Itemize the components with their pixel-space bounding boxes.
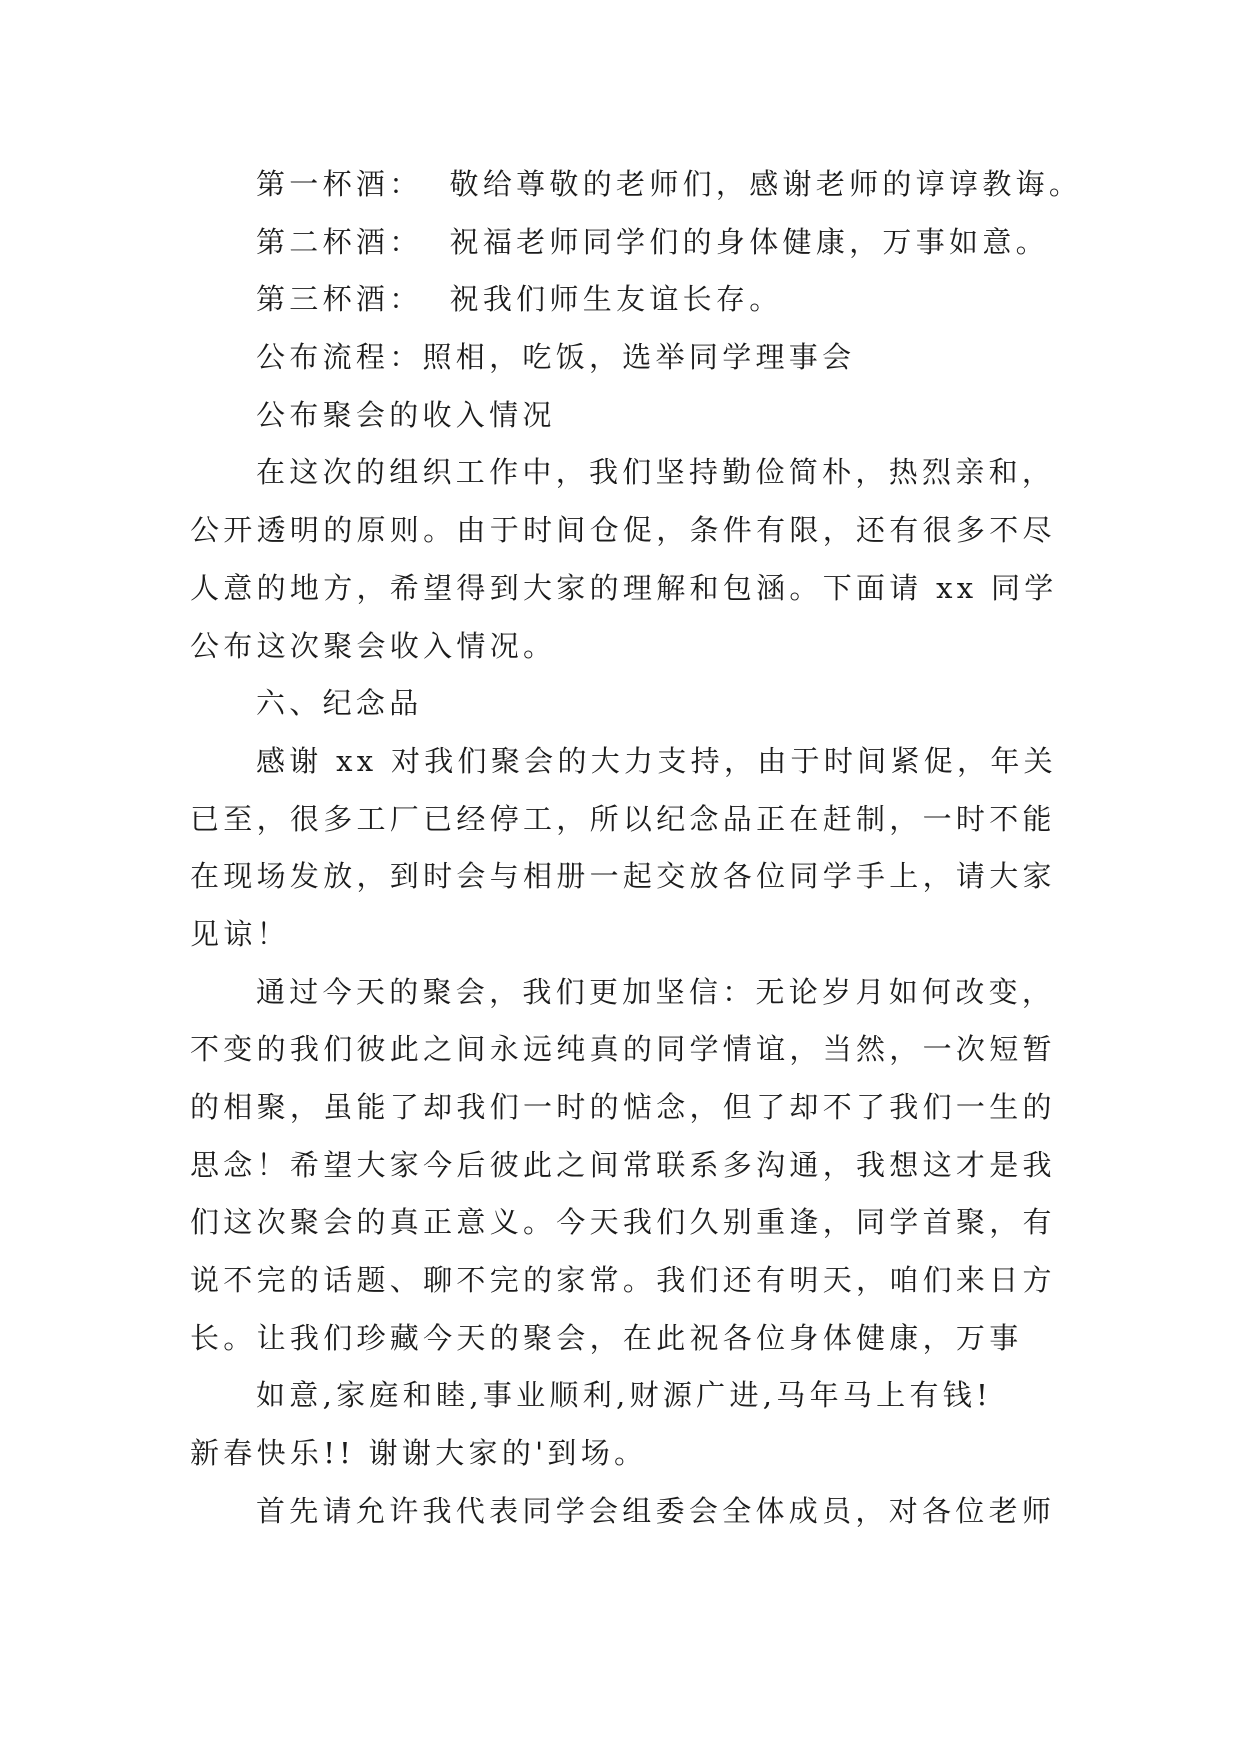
text-line: 如意,家庭和睦,事业顺利,财源广进,马年马上有钱! xyxy=(256,1378,993,1413)
text-line-toast-3: 第三杯酒： 祝我们师生友谊长存。 xyxy=(256,282,783,317)
text-line: 不变的我们彼此之间永远纯真的同学情谊，当然，一次短暂 xyxy=(190,1032,1056,1067)
text-line: 首先请允许我代表同学会组委会全体成员，对各位老师 xyxy=(256,1493,1056,1528)
text-line: 们这次聚会的真正意义。今天我们久别重逢，同学首聚，有 xyxy=(190,1205,1056,1240)
text-line: 见谅！ xyxy=(190,916,290,951)
text-line: 感谢 xx 对我们聚会的大力支持，由于时间紧促，年关 xyxy=(256,743,1057,778)
text-line: 说不完的话题、聊不完的家常。我们还有明天，咱们来日方 xyxy=(190,1263,1056,1298)
text-line-toast-1: 第一杯酒： 敬给尊敬的老师们，感谢老师的谆谆教诲。 xyxy=(256,167,1083,201)
text-line: 的相聚，虽能了却我们一时的惦念，但了却不了我们一生的 xyxy=(190,1090,1056,1124)
text-line: 新春快乐!! 谢谢大家的'到场。 xyxy=(190,1436,648,1471)
text-line: 在这次的组织工作中，我们坚持勤俭简朴，热烈亲和， xyxy=(256,455,1056,490)
text-line: 思念！希望大家今后彼此之间常联系多沟通，我想这才是我 xyxy=(190,1147,1056,1182)
text-line: 公布这次聚会收入情况。 xyxy=(190,628,557,663)
text-line-procedure: 公布流程：照相，吃饭，选举同学理事会 xyxy=(256,340,856,375)
text-line: 公开透明的原则。由于时间仓促，条件有限，还有很多不尽 xyxy=(190,513,1056,548)
text-line: 已至，很多工厂已经停工，所以纪念品正在赶制，一时不能 xyxy=(190,801,1056,836)
text-line: 在现场发放，到时会与相册一起交放各位同学手上，请大家 xyxy=(190,859,1056,894)
text-line-income-heading: 公布聚会的收入情况 xyxy=(256,397,556,432)
text-line: 长。让我们珍藏今天的聚会，在此祝各位身体健康，万事 xyxy=(190,1320,1023,1355)
text-line: 通过今天的聚会，我们更加坚信：无论岁月如何改变， xyxy=(256,974,1056,1009)
section-heading-souvenir: 六、纪念品 xyxy=(256,686,423,721)
text-line: 人意的地方，希望得到大家的理解和包涵。下面请 xx 同学 xyxy=(190,570,1058,605)
text-line-toast-2: 第二杯酒： 祝福老师同学们的身体健康，万事如意。 xyxy=(256,224,1049,259)
document-body xyxy=(190,156,1090,1541)
